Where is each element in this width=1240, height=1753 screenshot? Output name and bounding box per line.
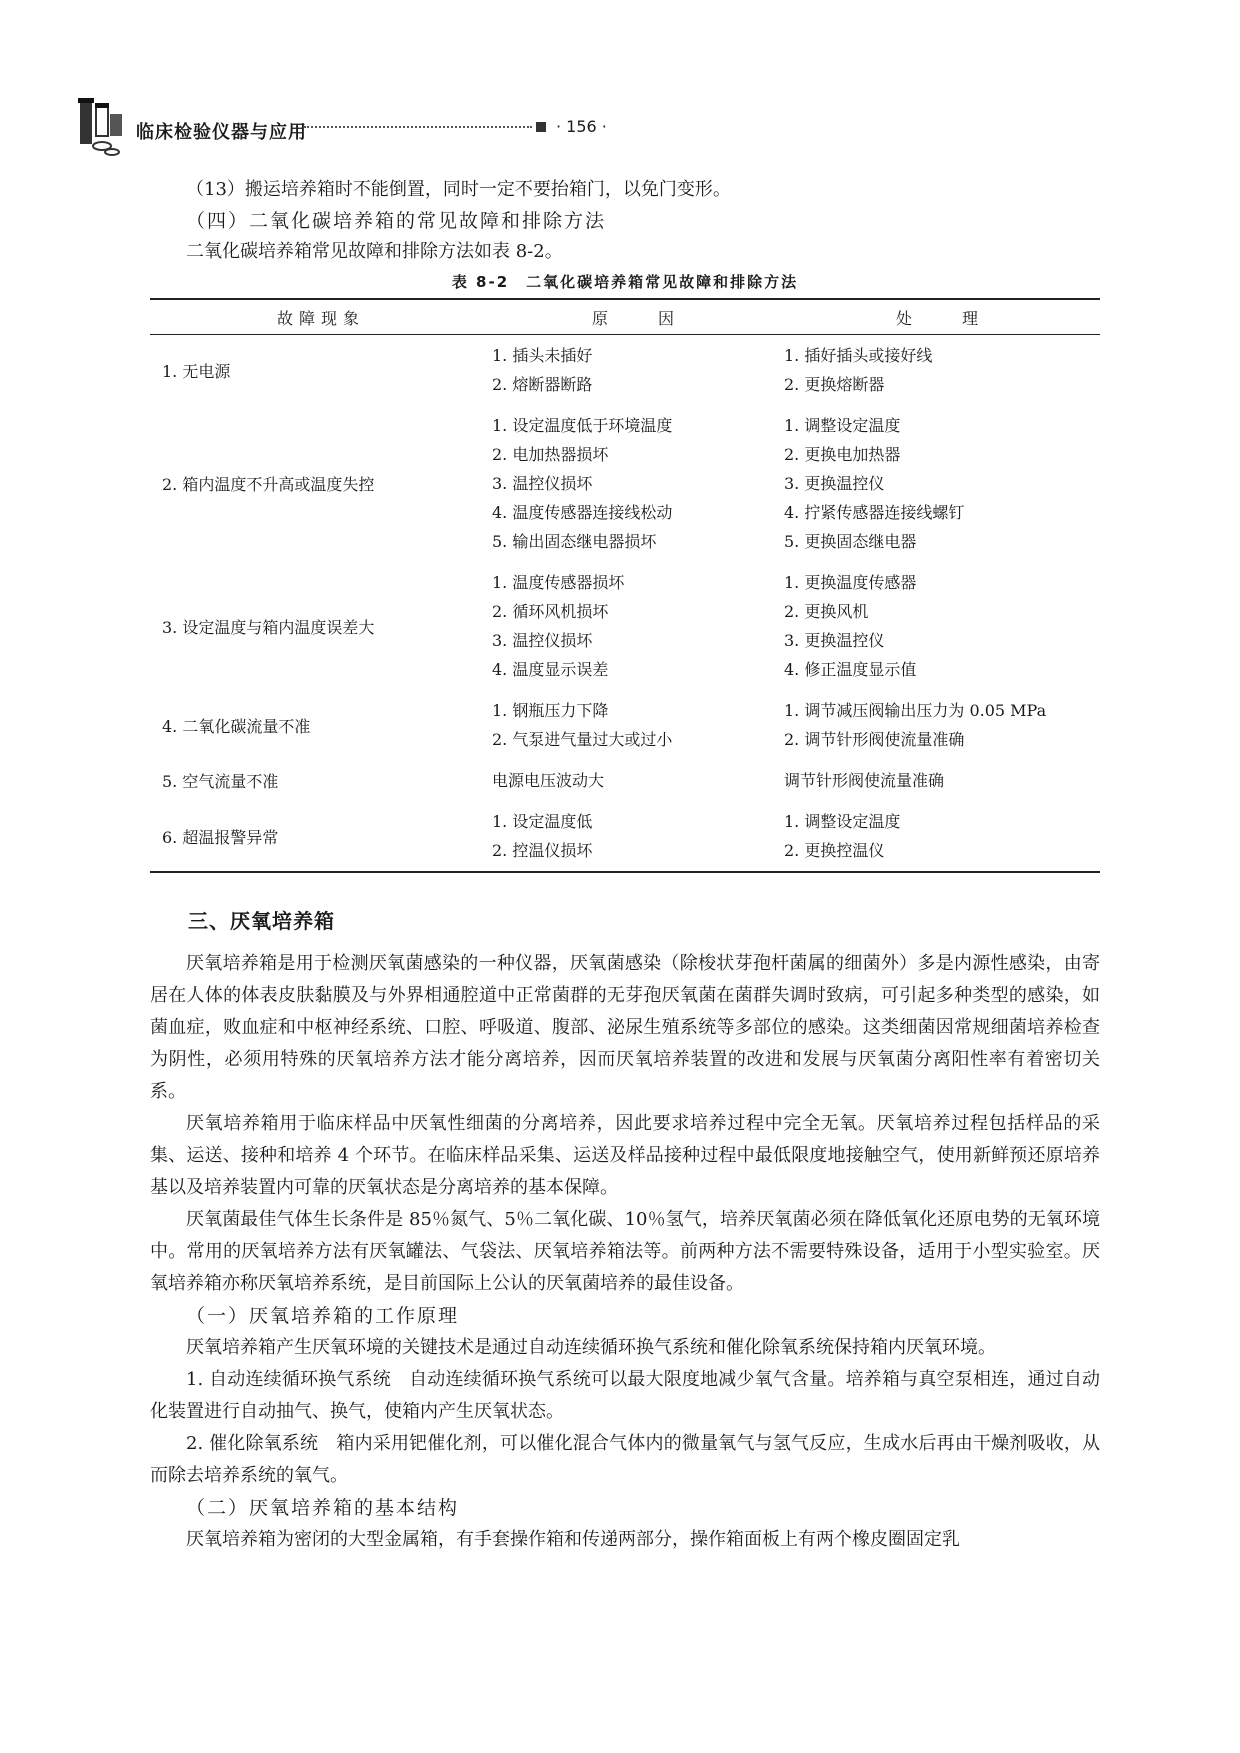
cause-item: 2. 气泵进气量过大或过小	[492, 730, 673, 749]
cause-item: 1. 设定温度低	[492, 812, 593, 831]
paragraph-3: 厌氧菌最佳气体生长条件是 85％氮气、5％二氧化碳、10％氢气，培养厌氧菌必须在降低氧化还原电势的无氧环境中。常用的厌氧培养方法有厌氧罐法、气袋法、厌氧培养箱法等。前两种方法不需要特殊设备，适用于小型实验室。厌氧培养箱亦称厌氧培养系统，是目前国际上公认的厌氧菌培养的最佳设备。	[150, 1209, 1100, 1294]
cause-item: 4. 温度传感器连接线松动	[492, 503, 673, 522]
lab-bottles-logo	[78, 96, 128, 156]
table-caption: 表 8-2 二氧化碳培养箱常见故障和排除方法	[451, 273, 799, 291]
cause-item: 3. 温控仪损坏	[492, 631, 593, 650]
fix-item: 1. 更换温度传感器	[784, 573, 917, 592]
fix-item: 1. 调节减压阀输出压力为 0.05 MPa	[784, 701, 1047, 720]
page-number: · 156 ·	[556, 117, 607, 136]
paragraph-4: 厌氧培养箱产生厌氧环境的关键技术是通过自动连续循环换气系统和催化除氧系统保持箱内厌氧环境。	[186, 1337, 996, 1358]
book-title: 临床检验仪器与应用	[136, 122, 307, 143]
table-header-row	[150, 299, 1100, 335]
fix-item: 2. 更换熔断器	[784, 375, 885, 394]
fix-item: 5. 更换固态继电器	[784, 532, 917, 551]
fix-item: 1. 调整设定温度	[784, 416, 901, 435]
header-dotted-leader	[304, 126, 532, 128]
fix-cell	[780, 690, 1100, 760]
page-header	[78, 96, 1078, 156]
symptom-cell: 4. 二氧化碳流量不准	[162, 716, 311, 736]
symptom-cell: 6. 超温报警异常	[150, 801, 492, 872]
cause-cell	[492, 335, 780, 406]
table-intro-sentence: 二氧化碳培养箱常见故障和排除方法如表 8-2。	[186, 241, 563, 262]
fix-item: 2. 更换电加热器	[784, 445, 901, 464]
header-fix: 处 理	[780, 299, 1100, 335]
subheading-1: （一）厌氧培养箱的工作原理	[186, 1305, 460, 1327]
paragraph-5: 1. 自动连续循环换气系统 自动连续循环换气系统可以最大限度地减少氧气含量。培养箱与真空泵相连，通过自动化装置进行自动抽气、换气，使箱内产生厌氧状态。	[150, 1369, 1100, 1422]
cause-cell	[492, 562, 780, 690]
fix-cell	[780, 801, 1100, 872]
header-square-marker	[536, 122, 546, 132]
fix-item: 2. 更换控温仪	[784, 841, 885, 860]
cause-item: 2. 电加热器损坏	[492, 445, 609, 464]
header-cause: 原 因	[492, 299, 780, 335]
fix-item: 1. 调整设定温度	[784, 812, 901, 831]
cause-cell	[492, 405, 780, 562]
cause-item: 2. 熔断器断路	[492, 375, 593, 394]
fix-item: 3. 更换温控仪	[784, 474, 885, 493]
fix-cell	[780, 405, 1100, 562]
cause-item: 3. 温控仪损坏	[492, 474, 593, 493]
paragraph-7: 厌氧培养箱为密闭的大型金属箱，有手套操作箱和传递两部分，操作箱面板上有两个橡皮圈固定乳	[186, 1529, 960, 1550]
fault-table	[150, 298, 1100, 873]
symptom-cell: 3. 设定温度与箱内温度误差大	[162, 617, 375, 637]
fix-item: 4. 拧紧传感器连接线螺钉	[784, 503, 965, 522]
cause-item: 1. 钢瓶压力下降	[492, 701, 609, 720]
section-title: 三、厌氧培养箱	[188, 909, 335, 933]
cause-cell	[492, 801, 780, 872]
table-row	[150, 335, 1100, 406]
page-content	[150, 175, 1100, 1556]
fix-cell	[780, 760, 1100, 801]
subheading-2: （二）厌氧培养箱的基本结构	[186, 1497, 460, 1519]
cause-item: 1. 设定温度低于环境温度	[492, 416, 673, 435]
table-row	[150, 405, 1100, 562]
symptom-cell: 5. 空气流量不准	[162, 772, 279, 791]
heading-4: （四）二氧化碳培养箱的常见故障和排除方法	[186, 210, 607, 232]
table-row	[150, 690, 1100, 760]
symptom-cell: 1. 无电源	[162, 361, 231, 381]
cause-cell	[492, 760, 780, 801]
fix-cell	[780, 335, 1100, 406]
paragraph-1: 厌氧培养箱是用于检测厌氧菌感染的一种仪器，厌氧菌感染（除梭状芽孢杆菌属的细菌外）多是内源性感染，由寄居在人体的体表皮肤黏膜及与外界相通腔道中正常菌群的无芽孢厌氧菌在菌群失调时致病，可引起多种类型的感染，如菌血症，败血症和中枢神经系统、口腔、呼吸道、腹部、泌尿生殖系统等多部位的感染。这类细菌因常规细菌培养检查为阴性，必须用特殊的厌氧培养方法才能分离培养，因而厌氧培养装置的改进和发展与厌氧菌分离阳性率有着密切关系。	[150, 953, 1100, 1102]
cause-item: 5. 输出固态继电器损坏	[492, 532, 657, 551]
cause-cell	[492, 690, 780, 760]
item-13: （13）搬运培养箱时不能倒置，同时一定不要抬箱门，以免门变形。	[186, 179, 731, 200]
fix-item: 4. 修正温度显示值	[784, 660, 917, 679]
fix-item: 2. 更换风机	[784, 602, 869, 621]
paragraph-6: 2. 催化除氧系统 箱内采用钯催化剂，可以催化混合气体内的微量氧气与氢气反应，生成水后再由干燥剂吸收，从而除去培养系统的氧气。	[150, 1433, 1100, 1486]
fix-item: 1. 插好插头或接好线	[784, 346, 933, 365]
table-body	[150, 335, 1100, 873]
table-row	[150, 760, 1100, 801]
cause-item: 4. 温度显示误差	[492, 660, 609, 679]
table-row	[150, 562, 1100, 690]
cause-item: 2. 循环风机损坏	[492, 602, 609, 621]
cause-item: 电源电压波动大	[492, 771, 605, 790]
fix-cell	[780, 562, 1100, 690]
fix-item: 调节针形阀使流量准确	[784, 771, 945, 790]
fix-item: 2. 调节针形阀使流量准确	[784, 730, 965, 749]
symptom-cell: 2. 箱内温度不升高或温度失控	[162, 475, 375, 494]
table-row	[150, 801, 1100, 872]
fix-item: 3. 更换温控仪	[784, 631, 885, 650]
cause-item: 1. 插头未插好	[492, 346, 593, 365]
cause-item: 1. 温度传感器损坏	[492, 573, 625, 592]
header-symptom: 故障现象	[150, 299, 492, 335]
paragraph-2: 厌氧培养箱用于临床样品中厌氧性细菌的分离培养，因此要求培养过程中完全无氧。厌氧培养过程包括样品的采集、运送、接种和培养 4 个环节。在临床样品采集、运送及样品接种过程中最低限度地接触空气，使用新鲜预还原培养基以及培养装置内可靠的厌氧状态是分离培养的基本保障。	[150, 1113, 1100, 1198]
cause-item: 2. 控温仪损坏	[492, 841, 593, 860]
